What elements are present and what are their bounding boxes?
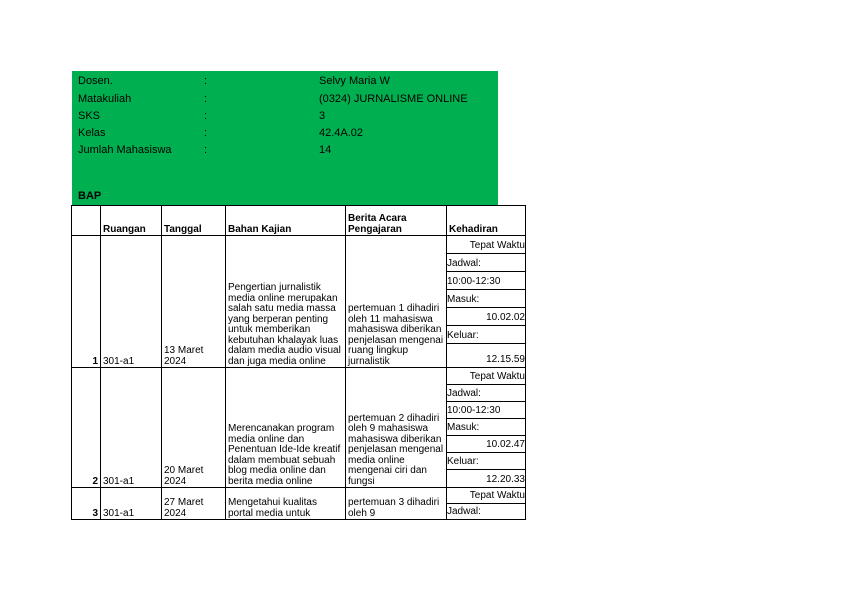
info-colon: : bbox=[204, 75, 208, 87]
row-bahan-kajian: Merencanakan program media online dan Penentuan Ide-Ide kreatif dalam membuat sebuah blog media online dan berita media online bbox=[226, 368, 346, 488]
row-kehadiran bbox=[447, 488, 526, 520]
row-number: 1 bbox=[72, 236, 101, 368]
kehadiran-jadwal-label: Jadwal: bbox=[447, 504, 525, 520]
col-header-berita-acara: Berita Acara Pengajaran bbox=[346, 206, 447, 236]
kehadiran-masuk-label: Masuk: bbox=[447, 290, 525, 308]
row-bahan-kajian: Mengetahui kualitas portal media untuk bbox=[226, 488, 346, 520]
bap-table bbox=[71, 205, 526, 520]
info-value: Selvy Maria W bbox=[319, 75, 390, 87]
kehadiran-masuk-value: 10.02.47 bbox=[447, 436, 525, 453]
info-value: (0324) JURNALISME ONLINE bbox=[319, 93, 468, 105]
row-number: 3 bbox=[72, 488, 101, 520]
row-tanggal: 27 Maret 2024 bbox=[162, 488, 226, 520]
kehadiran-status: Tepat Waktu bbox=[469, 490, 525, 501]
table-row bbox=[72, 236, 526, 368]
kehadiran-jadwal-label: Jadwal: bbox=[447, 254, 525, 272]
kehadiran-masuk-label: Masuk: bbox=[447, 419, 525, 436]
info-label: Kelas bbox=[78, 127, 106, 139]
info-label: Matakuliah bbox=[78, 93, 132, 105]
info-value: 42.4A.02 bbox=[319, 127, 364, 139]
col-header-no bbox=[72, 206, 101, 236]
info-value: 3 bbox=[319, 110, 326, 122]
kehadiran-status: Tepat Waktu bbox=[469, 240, 525, 251]
row-ruangan: 301-a1 bbox=[101, 236, 162, 368]
row-berita-acara: pertemuan 2 dihadiri oleh 9 mahasiswa mahasiswa diberikan penjelasan mengenal media online mengenai ciri dan fungsi bbox=[346, 368, 447, 488]
kehadiran-jadwal-value: 10:00-12:30 bbox=[447, 402, 525, 419]
col-header-kehadiran: Kehadiran bbox=[447, 206, 526, 236]
info-label: Dosen. bbox=[78, 75, 113, 87]
kehadiran-keluar-value: 12.20.33 bbox=[447, 470, 525, 488]
col-header-bahan-kajian: Bahan Kajian bbox=[226, 206, 346, 236]
table-header-row bbox=[72, 206, 526, 236]
kehadiran-keluar-label: Keluar: bbox=[447, 453, 525, 470]
course-info-header bbox=[72, 71, 498, 205]
kehadiran-list bbox=[447, 368, 525, 487]
kehadiran-masuk-value: 10.02.02 bbox=[447, 308, 525, 326]
row-tanggal: 20 Maret 2024 bbox=[162, 368, 226, 488]
col-header-ruangan: Ruangan bbox=[101, 206, 162, 236]
table-row bbox=[72, 368, 526, 488]
info-value: 14 bbox=[319, 144, 332, 156]
col-header-tanggal: Tanggal bbox=[162, 206, 226, 236]
kehadiran-status: Tepat Waktu bbox=[469, 371, 525, 382]
row-kehadiran bbox=[447, 236, 526, 368]
kehadiran-jadwal-value: 10:00-12:30 bbox=[447, 272, 525, 290]
info-colon: : bbox=[204, 110, 208, 122]
info-label: Jumlah Mahasiswa bbox=[78, 144, 172, 156]
info-label: SKS bbox=[78, 110, 101, 122]
row-bahan-kajian: Pengertian jurnalistik media online merupakan salah satu media massa yang berperan penting untuk memberikan kebutuhan khalayak luas dalam media audio visual dan juga media online bbox=[226, 236, 346, 368]
info-colon: : bbox=[204, 144, 208, 156]
row-berita-acara: pertemuan 1 dihadiri oleh 11 mahasiswa mahasiswa diberikan penjelasan mengenai ruang lingkup jurnalistik bbox=[346, 236, 447, 368]
kehadiran-list bbox=[447, 236, 525, 367]
kehadiran-keluar-label: Keluar: bbox=[447, 326, 525, 344]
row-berita-acara: pertemuan 3 dihadiri oleh 9 bbox=[346, 488, 447, 520]
row-number: 2 bbox=[72, 368, 101, 488]
kehadiran-keluar-value: 12.15.59 bbox=[447, 344, 525, 368]
kehadiran-list bbox=[447, 488, 525, 519]
row-ruangan: 301-a1 bbox=[101, 488, 162, 520]
bap-title: BAP bbox=[78, 190, 102, 202]
row-tanggal: 13 Maret 2024 bbox=[162, 236, 226, 368]
info-colon: : bbox=[204, 93, 208, 105]
row-ruangan: 301-a1 bbox=[101, 368, 162, 488]
table-row bbox=[72, 488, 526, 520]
kehadiran-jadwal-label: Jadwal: bbox=[447, 385, 525, 402]
info-colon: : bbox=[204, 127, 208, 139]
row-kehadiran bbox=[447, 368, 526, 488]
